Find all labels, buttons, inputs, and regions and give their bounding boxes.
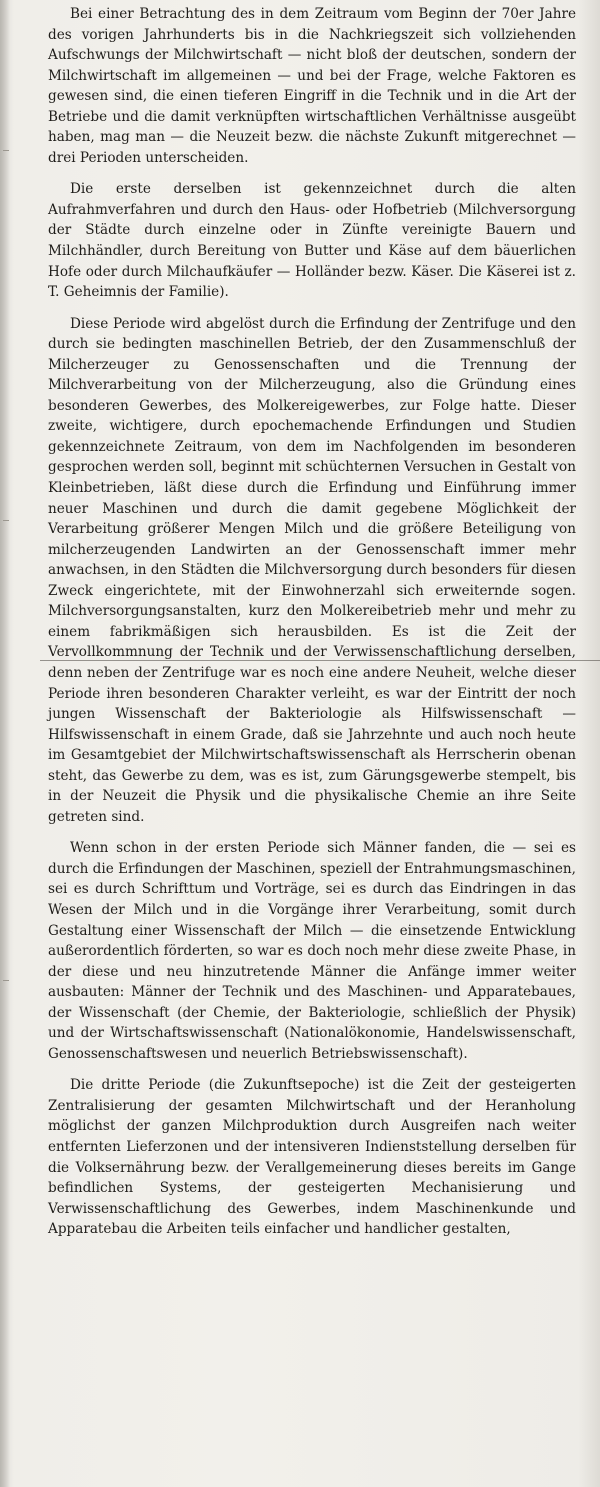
gutter-mark — [3, 520, 9, 521]
fold-line — [40, 660, 600, 661]
paragraph-1: Bei einer Betrachtung des in dem Zeitraum vom Beginn der 70er Jahre des vorigen Jahrhunderts bis in die Nachkriegszeit sich vollziehenden Aufschwungs der Milchwirtschaft — nicht bloß der deutschen, sondern der Milchwirtschaft im allgemeinen — und bei der Frage, welche Faktoren es gewesen sind, die einen tieferen Eingriff in die Technik und in die Art der Betriebe und die damit verknüpften wirtschaftlichen Verhältnisse ausgeübt haben, mag man — die Neuzeit bezw. die nächste Zukunft mitgerechnet — drei Perioden unterscheiden. — [48, 6, 576, 166]
paragraph-4: Wenn schon in der ersten Periode sich Männer fanden, die — sei es durch die Erfindungen der Maschinen, speziell der Entrahmungsmaschinen, sei es durch Schrifttum und Vorträge, sei es durch das Eindringen in das Wesen der Milch und in die Vorgänge ihrer Verarbeitung, somit durch Gestaltung einer Wissenschaft der Milch — die einsetzende Entwicklung außerordentlich förderten, so war es doch noch mehr diese zweite Phase, in der diese und neu hinzutretende Männer die Anfänge immer weiter ausbauten: Männer der Technik und des Maschinen- und Apparatebaues, der Wissenschaft (der Chemie, der Bakteriologie, schließlich der Physik) und der Wirtschaftswissenschaft (Nationalökonomie, Handelswissenschaft, Genossenschaftswesen und neuerlich Betriebswissenschaft). — [48, 840, 576, 1062]
gutter-mark — [3, 980, 9, 981]
paragraph-3: Diese Periode wird abgelöst durch die Erfindung der Zentrifuge und den durch sie bedingten maschinellen Betrieb, der den Zusammenschluß der Milcherzeuger zu Genossenschaften und die Trennung der Milchverarbeitung von der Milcherzeugung, also die Gründung eines besonderen Gewerbes, des Molkereigewerbes, zur Folge hatte. Dieser zweite, wichtigere, durch epochemachende Erfindungen und Studien gekennzeichnete Zeitraum, von dem im Nachfolgenden im besonderen gesprochen werden soll, beginnt mit schüchternen Versuchen in Gestalt von Kleinbetrieben, läßt diese durch die Erfindung und Einführung immer neuer Maschinen und durch die damit gegebene Möglichkeit der Verarbeitung größerer Mengen Milch und die größere Beteiligung von milcherzeugenden Landwirten an der Genossenschaft immer mehr anwachsen, in den Städten die Milchversorgung durch besonders für diesen Zweck eingerichtete, mit der Einwohnerzahl sich erweiternde sogen. Milchversorgungsanstalten, kurz den Molkereibetrieb mehr und mehr zu einem fabrikmäßigen sich herausbilden. Es ist die Zeit der Vervollkommnung der Technik und der Verwissenschaftlichung derselben, denn neben der Zentrifuge war es noch eine andere Neuheit, welche dieser Periode ihren besonderen Charakter verleiht, es war der Eintritt der noch jungen Wissenschaft der Bakteriologie als Hilfswissenschaft — Hilfswissenschaft in einem Grade, daß sie Jahrzehnte und auch noch heute im Gesamtgebiet der Milchwirtschaftswissenschaft als Herrscherin obenan steht, das Gewerbe zu dem, was es ist, zum Gärungsgewerbe stempelt, bis in der Neuzeit die Physik und die physikalische Chemie an ihre Seite getreten sind. — [48, 315, 576, 825]
article-text — [48, 4, 576, 1240]
page-edge-right — [578, 0, 600, 1487]
paragraph-5: Die dritte Periode (die Zukunftsepoche) ist die Zeit der gesteigerten Zentralisierung der gesamten Milchwirtschaft und der Heranholung möglichst der ganzen Milchproduktion durch Ausgreifen nach weiter entfernten Lieferzonen und der intensiveren Indienststellung derselben für die Volksernährung bezw. der Verallgemeinerung dieses bereits im Gange befindlichen Systems, der gesteigerten Mechanisierung und Verwissenschaftlichung des Gewerbes, indem Maschinenkunde und Apparatebau die Arbeiten teils einfacher und handlicher gestalten, — [48, 1077, 576, 1238]
paragraph-2: Die erste derselben ist gekennzeichnet durch die alten Aufrahmverfahren und durch den Haus- oder Hofbetrieb (Milchversorgung der Städte durch einzelne oder in Zünfte vereinigte Bauern und Milchhändler, durch Bereitung von Butter und Käse auf dem bäuerlichen Hofe oder durch Milchaufkäufer — Holländer bezw. Käser. Die Käserei ist z. T. Geheimnis der Familie). — [48, 181, 576, 301]
gutter-mark — [3, 150, 9, 151]
page-edge-shadow — [0, 0, 10, 1487]
